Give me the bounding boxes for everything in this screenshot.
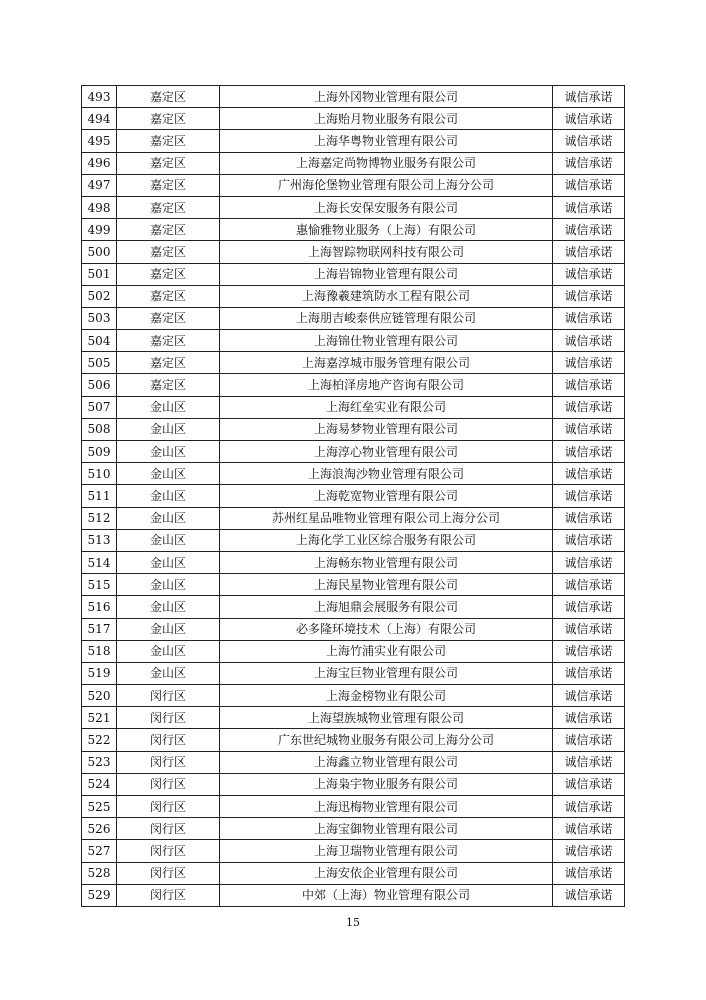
company-name-cell: 上海旭鼎会展服务有限公司 xyxy=(220,596,553,618)
table-row xyxy=(82,485,625,507)
table-row xyxy=(82,374,625,396)
table-row xyxy=(82,352,625,374)
table-row xyxy=(82,307,625,329)
district-cell: 金山区 xyxy=(117,396,220,418)
row-number: 500 xyxy=(82,241,117,263)
company-name-cell: 上海智踪物联网科技有限公司 xyxy=(220,241,553,263)
row-number: 506 xyxy=(82,374,117,396)
company-name-cell: 必多隆环境技术（上海）有限公司 xyxy=(220,618,553,640)
status-cell: 诚信承诺 xyxy=(553,574,625,596)
company-name-cell: 上海浪淘沙物业管理有限公司 xyxy=(220,463,553,485)
row-number: 522 xyxy=(82,729,117,751)
company-name-cell: 上海淳心物业管理有限公司 xyxy=(220,441,553,463)
company-name-cell: 惠愉雅物业服务（上海）有限公司 xyxy=(220,219,553,241)
row-number: 527 xyxy=(82,840,117,862)
status-cell: 诚信承诺 xyxy=(553,396,625,418)
status-cell: 诚信承诺 xyxy=(553,152,625,174)
company-name-cell: 上海外冈物业管理有限公司 xyxy=(220,86,553,108)
table-row xyxy=(82,773,625,795)
district-cell: 嘉定区 xyxy=(117,152,220,174)
row-number: 524 xyxy=(82,773,117,795)
table-row xyxy=(82,884,625,906)
district-cell: 嘉定区 xyxy=(117,330,220,352)
row-number: 508 xyxy=(82,418,117,440)
company-table-body xyxy=(82,86,625,907)
company-name-cell: 上海化学工业区综合服务有限公司 xyxy=(220,529,553,551)
company-name-cell: 上海红垒实业有限公司 xyxy=(220,396,553,418)
district-cell: 嘉定区 xyxy=(117,241,220,263)
district-cell: 金山区 xyxy=(117,640,220,662)
status-cell: 诚信承诺 xyxy=(553,263,625,285)
row-number: 510 xyxy=(82,463,117,485)
status-cell: 诚信承诺 xyxy=(553,707,625,729)
status-cell: 诚信承诺 xyxy=(553,862,625,884)
status-cell: 诚信承诺 xyxy=(553,685,625,707)
row-number: 525 xyxy=(82,796,117,818)
row-number: 523 xyxy=(82,751,117,773)
row-number: 515 xyxy=(82,574,117,596)
row-number: 517 xyxy=(82,618,117,640)
row-number: 518 xyxy=(82,640,117,662)
company-name-cell: 上海乾宽物业管理有限公司 xyxy=(220,485,553,507)
row-number: 511 xyxy=(82,485,117,507)
table-row xyxy=(82,219,625,241)
row-number: 498 xyxy=(82,196,117,218)
company-name-cell: 上海迅梅物业管理有限公司 xyxy=(220,796,553,818)
status-cell: 诚信承诺 xyxy=(553,529,625,551)
row-number: 513 xyxy=(82,529,117,551)
company-name-cell: 上海鑫立物业管理有限公司 xyxy=(220,751,553,773)
table-row xyxy=(82,818,625,840)
company-name-cell: 广州海伦堡物业管理有限公司上海分公司 xyxy=(220,174,553,196)
district-cell: 闵行区 xyxy=(117,884,220,906)
table-row xyxy=(82,840,625,862)
district-cell: 嘉定区 xyxy=(117,130,220,152)
district-cell: 嘉定区 xyxy=(117,174,220,196)
row-number: 509 xyxy=(82,441,117,463)
table-row xyxy=(82,529,625,551)
table-row xyxy=(82,241,625,263)
district-cell: 嘉定区 xyxy=(117,108,220,130)
status-cell: 诚信承诺 xyxy=(553,108,625,130)
row-number: 493 xyxy=(82,86,117,108)
company-name-cell: 上海金榜物业有限公司 xyxy=(220,685,553,707)
table-row xyxy=(82,796,625,818)
company-name-cell: 上海岩锦物业管理有限公司 xyxy=(220,263,553,285)
row-number: 494 xyxy=(82,108,117,130)
status-cell: 诚信承诺 xyxy=(553,418,625,440)
status-cell: 诚信承诺 xyxy=(553,796,625,818)
status-cell: 诚信承诺 xyxy=(553,751,625,773)
status-cell: 诚信承诺 xyxy=(553,662,625,684)
status-cell: 诚信承诺 xyxy=(553,884,625,906)
row-number: 512 xyxy=(82,507,117,529)
table-row xyxy=(82,152,625,174)
company-name-cell: 上海竹浦实业有限公司 xyxy=(220,640,553,662)
status-cell: 诚信承诺 xyxy=(553,352,625,374)
company-name-cell: 上海嘉定尚物博物业服务有限公司 xyxy=(220,152,553,174)
row-number: 504 xyxy=(82,330,117,352)
district-cell: 闵行区 xyxy=(117,818,220,840)
status-cell: 诚信承诺 xyxy=(553,196,625,218)
table-row xyxy=(82,196,625,218)
table-row xyxy=(82,662,625,684)
district-cell: 金山区 xyxy=(117,574,220,596)
district-cell: 嘉定区 xyxy=(117,263,220,285)
table-row xyxy=(82,574,625,596)
row-number: 516 xyxy=(82,596,117,618)
status-cell: 诚信承诺 xyxy=(553,174,625,196)
table-row xyxy=(82,618,625,640)
row-number: 503 xyxy=(82,307,117,329)
company-table xyxy=(81,85,625,907)
status-cell: 诚信承诺 xyxy=(553,596,625,618)
table-row xyxy=(82,685,625,707)
company-name-cell: 苏州红星品唯物业管理有限公司上海分公司 xyxy=(220,507,553,529)
row-number: 514 xyxy=(82,551,117,573)
table-row xyxy=(82,396,625,418)
company-name-cell: 上海豫羲建筑防水工程有限公司 xyxy=(220,285,553,307)
page-number: 15 xyxy=(346,916,360,929)
company-name-cell: 上海柏泽房地产咨询有限公司 xyxy=(220,374,553,396)
district-cell: 金山区 xyxy=(117,441,220,463)
table-row xyxy=(82,441,625,463)
row-number: 502 xyxy=(82,285,117,307)
company-name-cell: 上海宝巨物业管理有限公司 xyxy=(220,662,553,684)
row-number: 505 xyxy=(82,352,117,374)
company-name-cell: 上海望族城物业管理有限公司 xyxy=(220,707,553,729)
row-number: 496 xyxy=(82,152,117,174)
row-number: 501 xyxy=(82,263,117,285)
district-cell: 闵行区 xyxy=(117,751,220,773)
row-number: 499 xyxy=(82,219,117,241)
company-name-cell: 上海贻月物业服务有限公司 xyxy=(220,108,553,130)
status-cell: 诚信承诺 xyxy=(553,130,625,152)
row-number: 495 xyxy=(82,130,117,152)
table-row xyxy=(82,130,625,152)
row-number: 529 xyxy=(82,884,117,906)
district-cell: 闵行区 xyxy=(117,685,220,707)
district-cell: 金山区 xyxy=(117,485,220,507)
row-number: 528 xyxy=(82,862,117,884)
company-name-cell: 上海长安保安服务有限公司 xyxy=(220,196,553,218)
company-name-cell: 上海卫瑞物业管理有限公司 xyxy=(220,840,553,862)
status-cell: 诚信承诺 xyxy=(553,241,625,263)
table-row xyxy=(82,86,625,108)
table-row xyxy=(82,551,625,573)
status-cell: 诚信承诺 xyxy=(553,640,625,662)
status-cell: 诚信承诺 xyxy=(553,374,625,396)
table-row xyxy=(82,263,625,285)
district-cell: 闵行区 xyxy=(117,729,220,751)
company-name-cell: 上海华粤物业管理有限公司 xyxy=(220,130,553,152)
company-name-cell: 上海民星物业管理有限公司 xyxy=(220,574,553,596)
status-cell: 诚信承诺 xyxy=(553,485,625,507)
district-cell: 闵行区 xyxy=(117,707,220,729)
district-cell: 金山区 xyxy=(117,551,220,573)
table-row xyxy=(82,108,625,130)
status-cell: 诚信承诺 xyxy=(553,840,625,862)
row-number: 521 xyxy=(82,707,117,729)
status-cell: 诚信承诺 xyxy=(553,219,625,241)
company-name-cell: 上海锦仕物业管理有限公司 xyxy=(220,330,553,352)
district-cell: 闵行区 xyxy=(117,796,220,818)
company-name-cell: 上海宝御物业管理有限公司 xyxy=(220,818,553,840)
status-cell: 诚信承诺 xyxy=(553,618,625,640)
table-row xyxy=(82,285,625,307)
district-cell: 嘉定区 xyxy=(117,307,220,329)
district-cell: 嘉定区 xyxy=(117,352,220,374)
district-cell: 嘉定区 xyxy=(117,219,220,241)
company-name-cell: 广东世纪城物业服务有限公司上海分公司 xyxy=(220,729,553,751)
district-cell: 闵行区 xyxy=(117,840,220,862)
district-cell: 嘉定区 xyxy=(117,285,220,307)
status-cell: 诚信承诺 xyxy=(553,463,625,485)
company-name-cell: 上海安依企业管理有限公司 xyxy=(220,862,553,884)
company-name-cell: 上海畅东物业管理有限公司 xyxy=(220,551,553,573)
company-name-cell: 中郊（上海）物业管理有限公司 xyxy=(220,884,553,906)
status-cell: 诚信承诺 xyxy=(553,773,625,795)
status-cell: 诚信承诺 xyxy=(553,330,625,352)
status-cell: 诚信承诺 xyxy=(553,551,625,573)
table-row xyxy=(82,507,625,529)
table-row xyxy=(82,862,625,884)
district-cell: 闵行区 xyxy=(117,862,220,884)
company-name-cell: 上海枭宇物业服务有限公司 xyxy=(220,773,553,795)
district-cell: 嘉定区 xyxy=(117,86,220,108)
company-name-cell: 上海易梦物业管理有限公司 xyxy=(220,418,553,440)
table-row xyxy=(82,707,625,729)
row-number: 520 xyxy=(82,685,117,707)
table-row xyxy=(82,751,625,773)
district-cell: 金山区 xyxy=(117,618,220,640)
table-row xyxy=(82,463,625,485)
district-cell: 嘉定区 xyxy=(117,196,220,218)
status-cell: 诚信承诺 xyxy=(553,86,625,108)
district-cell: 闵行区 xyxy=(117,773,220,795)
district-cell: 金山区 xyxy=(117,463,220,485)
district-cell: 嘉定区 xyxy=(117,374,220,396)
status-cell: 诚信承诺 xyxy=(553,818,625,840)
status-cell: 诚信承诺 xyxy=(553,507,625,529)
row-number: 497 xyxy=(82,174,117,196)
row-number: 526 xyxy=(82,818,117,840)
table-row xyxy=(82,330,625,352)
table-row xyxy=(82,729,625,751)
row-number: 507 xyxy=(82,396,117,418)
table-row xyxy=(82,596,625,618)
district-cell: 金山区 xyxy=(117,529,220,551)
status-cell: 诚信承诺 xyxy=(553,441,625,463)
status-cell: 诚信承诺 xyxy=(553,307,625,329)
table-row xyxy=(82,174,625,196)
company-name-cell: 上海嘉淳城市服务管理有限公司 xyxy=(220,352,553,374)
status-cell: 诚信承诺 xyxy=(553,729,625,751)
district-cell: 金山区 xyxy=(117,418,220,440)
row-number: 519 xyxy=(82,662,117,684)
status-cell: 诚信承诺 xyxy=(553,285,625,307)
district-cell: 金山区 xyxy=(117,507,220,529)
table-row xyxy=(82,418,625,440)
district-cell: 金山区 xyxy=(117,662,220,684)
company-name-cell: 上海朋吉峻泰供应链管理有限公司 xyxy=(220,307,553,329)
table-row xyxy=(82,640,625,662)
district-cell: 金山区 xyxy=(117,596,220,618)
